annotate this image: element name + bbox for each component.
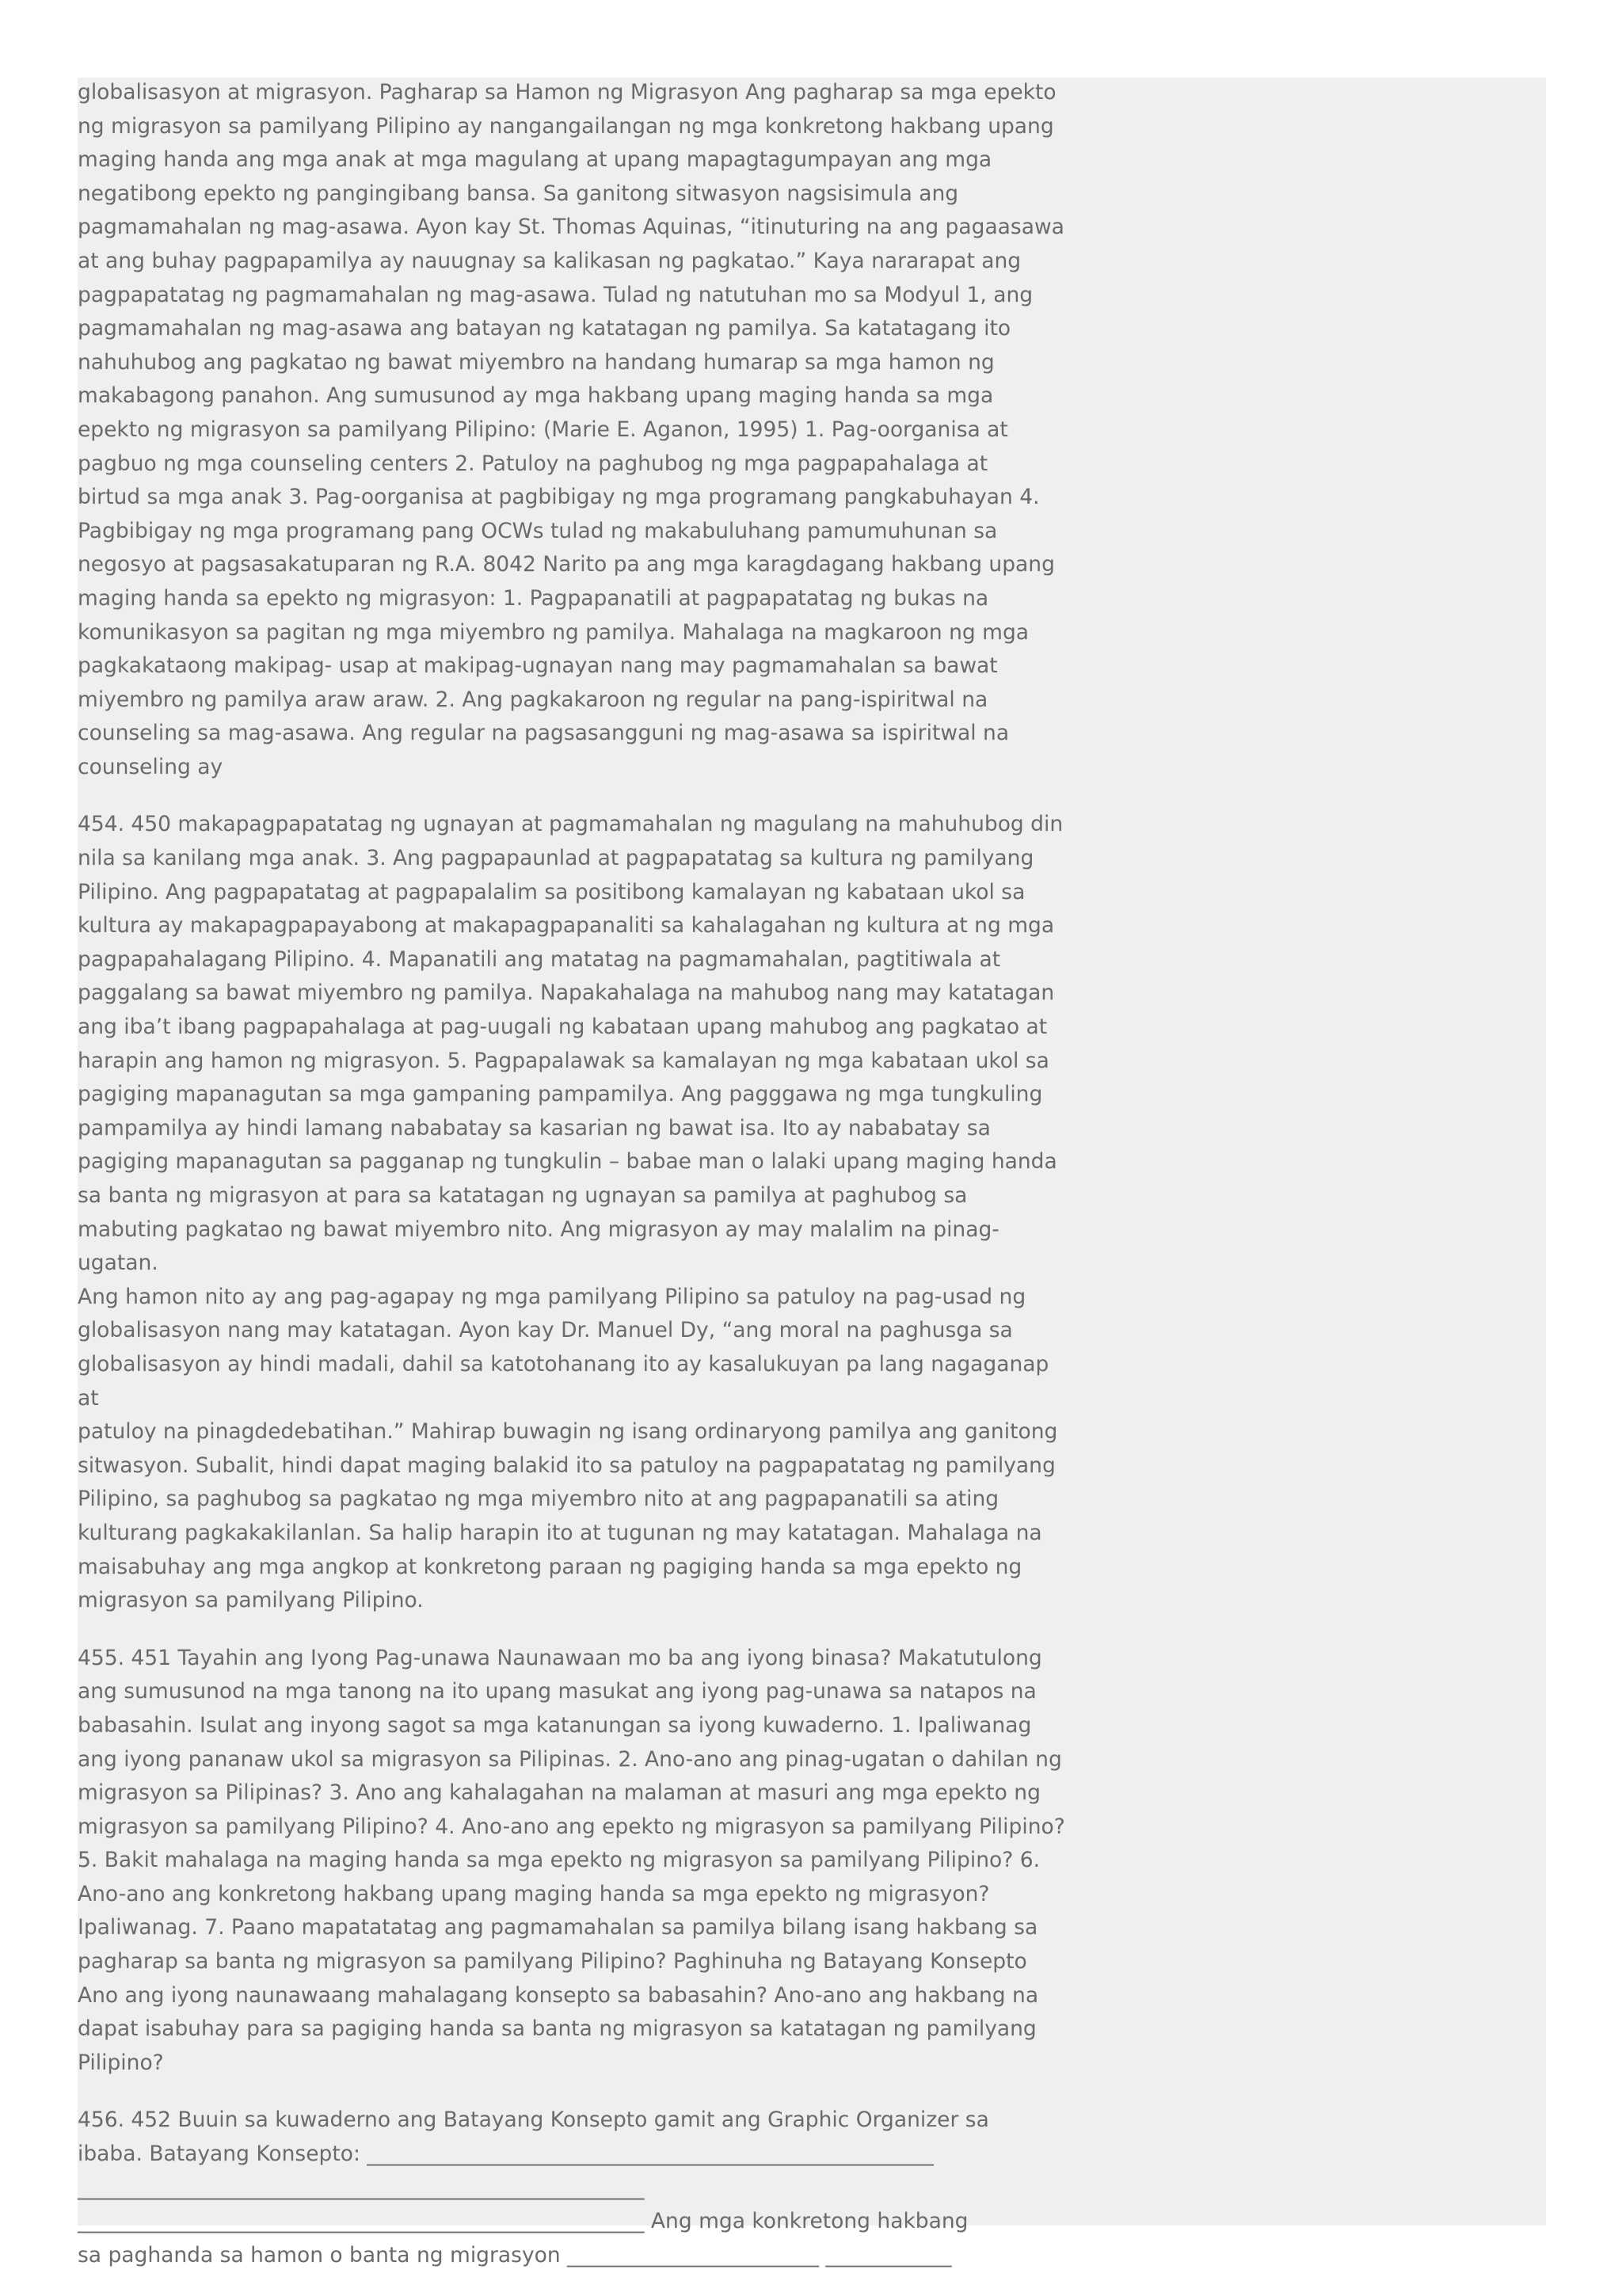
paragraph-assessment-questions: 455. 451 Tayahin ang Iyong Pag-unawa Naunawaan mo ba ang iyong binasa? Makatutulong ang sumusunod na mga tanong na ito upang masukat ang iyong pag-unawa sa natapos na babasahin. Isulat ang inyong sagot sa mga katanungan sa iyong kuwaderno. 1. Ipaliwanag ang iyong pananaw ukol sa migrasyon sa Pilipinas. 2. Ano-ano ang pinag-ugatan o dahilan ng migrasyon sa Pilipinas? 3. Ano ang kahalagahan na malaman at masuri ang mga epekto ng migrasyon sa pamilyang Pilipino? 4. Ano-ano ang epekto ng migrasyon sa pamilyang Pilipino? 5. Bakit mahalaga na maging handa sa mga epekto ng migrasyon sa pamilyang Pilipino? 6. Ano-ano ang konkretong hakbang upang maging handa sa mga epekto ng migrasyon? Ipaliwanag. 7. Paano mapatatatag ang pagmamahalan sa pamilya bilang isang hakbang sa pagharap sa banta ng migrasyon sa pamilyang Pilipino? Paghinuha ng Batayang Konsepto Ano ang iyong naunawaang mahalagang konsepto sa babasahin? Ano-ano ang hakbang na dapat isabuhay para sa pagiging handa sa banta ng migrasyon sa katatagan ng pamilyang Pilipino? <box>78 1645 1065 2075</box>
paragraph-migration-challenge: globalisasyon at migrasyon. Pagharap sa Hamon ng Migrasyon Ang pagharap sa mga epekto ng migrasyon sa pamilyang Pilipino ay nangangailangan ng mga konkretong hakbang upang maging handa ang mga anak at mga magulang at upang mapagtagumpayan ang mga negatibong epekto ng pangingibang bansa. Sa ganitong sitwasyon nagsisimula ang pagmamahalan ng mag-asawa. Ayon kay St. Thomas Aquinas, “itinuturing na ang pagaasawa at ang buhay pagpapamilya ay nauugnay sa kalikasan ng pagkatao.” Kaya nararapat ang pagpapatatag ng pagmamahalan ng mag-asawa. Tulad ng natutuhan mo sa Modyul 1, ang pagmamahalan ng mag-asawa ang batayan ng katatagan ng pamilya. Sa katatagang ito nahuhubog ang pagkatao ng bawat miyembro na handang humarap sa mga hamon ng makabagong panahon. Ang sumusunod ay mga hakbang upang maging handa sa mga epekto ng migrasyon sa pamilyang Pilipino: (Marie E. Aganon, 1995) 1. Pag-oorganisa at pagbuo ng mga counseling centers 2. Patuloy na paghubog ng mga pagpapahalaga at birtud sa mga anak 3. Pag-oorganisa at pagbibigay ng mga programang pangkabuhayan 4. Pagbibigay ng mga programang pang OCWs tulad ng makabuluhang pamumuhunan sa negosyo at pagsasakatuparan ng R.A. 8042 Narito pa ang mga karagdagang hakbang upang maging handa sa epekto ng migrasyon: 1. Pagpapanatili at pagpapatatag ng bukas na komunikasyon sa pagitan ng mga miyembro ng pamilya. Mahalaga na magkaroon ng mga pagkakataong makipag- usap at makipag-ugnayan nang may pagmamahalan sa bawat miyembro ng pamilya araw araw. 2. Ang pagkakaroon ng regular na pang-ispiritwal na counseling sa mag-asawa. Ang regular na pagsasangguni ng mag-asawa sa ispiritwal na counseling ay <box>78 80 1064 779</box>
document-body <box>78 76 1068 2296</box>
paragraph-graphic-organizer: 456. 452 Buuin sa kuwaderno ang Batayang Konsepto gamit ang Graphic Organizer sa ibaba. Batayang Konsepto: ______________________________________________________ ______________________________________________________ ______________________________________________________ Ang mga konkretong hakbang sa paghanda sa hamon o banta ng migrasyon ________________________ ____________ <box>78 2108 989 2267</box>
paragraph-culture-strengthening: 454. 450 makapagpapatatag ng ugnayan at pagmamahalan ng magulang na mahuhubog din nila sa kanilang mga anak. 3. Ang pagpapaunlad at pagpapatatag sa kultura ng pamilyang Pilipino. Ang pagpapatatag at pagpapalalim sa positibong kamalayan ng kabataan ukol sa kultura ay makapagpapayabong at makapagpapanaliti sa kahalagahan ng kultura at ng mga pagpapahalagang Pilipino. 4. Mapanatili ang matatag na pagmamahalan, pagtitiwala at paggalang sa bawat miyembro ng pamilya. Napakahalaga na mahubog nang may katatagan ang iba’t ibang pagpapahalaga at pag-uugali ng kabataan upang mahubog ang pagkatao at harapin ang hamon ng migrasyon. 5. Pagpapalawak sa kamalayan ng mga kabataan ukol sa pagiging mapanagutan sa mga gampaning pampamilya. Ang pagggawa ng mga tungkuling pampamilya ay hindi lamang nababatay sa kasarian ng bawat isa. Ito ay nababatay sa pagiging mapanagutan sa pagganap ng tungkulin – babae man o lalaki upang maging handa sa banta ng migrasyon at para sa katatagan ng ugnayan sa pamilya at paghubog sa mabuting pagkatao ng bawat miyembro nito. Ang migrasyon ay may malalim na pinag-ugatan. Ang hamon nito ay ang pag-agapay ng mga pamilyang Pilipino sa patuloy na pag-usad ng globalisasyon nang may katatagan. Ayon kay Dr. Manuel Dy, “ang moral na paghusga sa globalisasyon ay hindi madali, dahil sa katotohanang ito ay kasalukuyan pa lang nagaganap at patuloy na pinagdedebatihan.” Mahirap buwagin ng isang ordinaryong pamilya ang ganitong sitwasyon. Subalit, hindi dapat maging balakid ito sa patuloy na pagpapatatag ng pamilyang Pilipino, sa paghubog sa pagkatao ng mga miyembro nito at ang pagpapanatili sa ating kulturang pagkakakilanlan. Sa halip harapin ito at tugunan ng may katatagan. Mahalaga na maisabuhay ang mga angkop at konkretong paraan ng pagiging handa sa mga epekto ng migrasyon sa pamilyang Pilipino. <box>78 812 1064 1613</box>
